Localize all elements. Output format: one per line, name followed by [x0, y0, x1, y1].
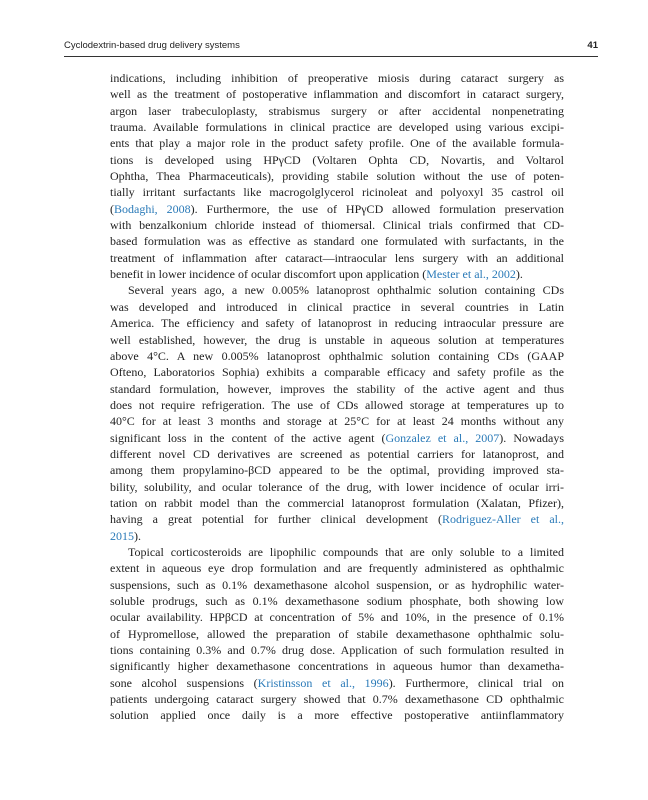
text-segment: ). Furthermore, clinical trial on — [388, 675, 564, 690]
text-segment: soluble prodrugs, such as 0.1% dexamethasone sodium phosphate, both showing low — [110, 594, 564, 608]
paragraph — [110, 70, 564, 282]
text-segment: America. The efficiency and safety of latanoprost in reducing intraocular pressure are — [110, 316, 564, 331]
text-line — [110, 332, 564, 348]
text-line — [110, 119, 564, 135]
text-segment: tation on rabbit model than the commercial latanoprost formulation (Xalatan, Pfizer), — [110, 495, 564, 510]
text-segment: patients undergoing cataract surgery showed that 0.7% dexamethasone CD ophthalmic — [110, 692, 564, 707]
text-segment: 40°C for at least 3 months and storage at 25°C for at least 24 months without any — [110, 414, 564, 429]
text-segment: suspensions, such as 0.1% dexamethasone alcohol suspension, or as hydrophilic water- — [110, 577, 564, 592]
text-line — [110, 86, 564, 102]
text-line — [110, 430, 564, 446]
running-header-title: Cyclodextrin-based drug delivery systems — [64, 40, 240, 51]
text-line — [110, 266, 564, 282]
text-segment: tions is developed using HPγCD (Voltaren Ophta CD, Novartis, and Voltarol — [110, 152, 564, 167]
text-segment: significantly higher dexamethasone concentrations in aqueous humor than dexametha- — [110, 659, 564, 674]
text-line — [110, 577, 564, 593]
text-line — [110, 152, 564, 168]
text-segment: different novel CD derivatives are screened as potential carriers for latanoprost, and — [110, 446, 564, 461]
text-line — [110, 446, 564, 462]
text-line — [110, 707, 564, 723]
running-header — [64, 40, 598, 54]
text-line — [110, 348, 564, 364]
text-line — [110, 70, 564, 86]
citation-link[interactable]: Bodaghi, 2008 — [114, 201, 191, 216]
text-segment: trauma. Available formulations in clinical practice are developed using various excipi- — [110, 120, 564, 135]
text-segment: tially irritant surfactants like macrogolglycerol ricinoleat and polyoxyl 35 castrol oil — [110, 185, 564, 200]
text-line — [110, 233, 564, 249]
citation-link[interactable]: Kristinsson et al., 1996 — [257, 675, 389, 690]
text-line — [110, 413, 564, 429]
text-segment: based formulation was as effective as standard one formulated with surfactants, in the — [110, 234, 564, 249]
text-line — [110, 250, 564, 266]
text-line — [110, 168, 564, 184]
text-segment: above 4°C. A new 0.005% latanoprost ophthalmic solution containing CDs (GAAP — [110, 348, 564, 363]
text-segment: ents that play a major role in the product safety profile. One of the available formula- — [110, 136, 564, 151]
text-segment: ). Furthermore, the use of HPγCD allowed formulation preservation — [190, 201, 564, 216]
paragraph — [110, 544, 564, 724]
text-segment: benefit in lower incidence of ocular discomfort upon application ( — [110, 267, 427, 282]
text-segment: bility, solubility, and ocular tolerance of the drug, with lower incidence of ocular irri- — [110, 479, 564, 494]
header-rule — [64, 56, 598, 57]
text-segment: indications, including inhibition of preoperative miosis during cataract surgery as — [110, 71, 564, 85]
text-segment: among them propylamino-βCD appeared to be the optimal, providing improved sta- — [110, 463, 564, 478]
text-segment: ocular availability. HPβCD at concentration of 5% and 10%, in the presence of 0.1% — [110, 610, 564, 625]
text-line — [110, 364, 564, 380]
text-line — [110, 381, 564, 397]
text-line — [110, 299, 564, 315]
text-line — [110, 658, 564, 674]
text-segment: treatment of inflammation after cataract—intraocular lens surgery with an additional — [110, 250, 564, 265]
text-segment: having a great potential for further clinical development ( — [110, 512, 443, 527]
text-line — [110, 593, 564, 609]
citation-link[interactable]: Gonzalez et al., 2007 — [385, 430, 500, 445]
body-text — [110, 70, 564, 724]
text-line — [110, 609, 564, 625]
text-segment: sone alcohol suspensions ( — [110, 675, 258, 690]
text-line — [110, 462, 564, 478]
text-segment: Ophtha, Thea Pharmaceuticals), providing stabile solution without the use of poten- — [110, 169, 564, 184]
page-number: 41 — [587, 40, 598, 51]
text-line — [110, 217, 564, 233]
text-line — [110, 675, 564, 691]
text-segment: ). — [515, 267, 523, 282]
text-segment: argon laser trabeculoplasty, strabismus surgery or after accidental nonpenetrating — [110, 103, 564, 118]
citation-link[interactable]: 2015 — [110, 528, 134, 543]
text-segment: Several years ago, a new 0.005% latanoprost ophthalmic solution containing CDs — [128, 283, 564, 298]
text-line — [110, 560, 564, 576]
text-line — [110, 642, 564, 658]
text-segment: ). Nowadays — [499, 430, 564, 445]
text-line — [110, 495, 564, 511]
text-line — [110, 315, 564, 331]
text-segment: solution applied once daily is a more effective postoperative antiinflammatory — [110, 708, 564, 723]
citation-link[interactable]: Rodriguez-Aller et al., — [442, 512, 565, 527]
text-segment: of Hypromellose, allowed the preparation of stabile dexamethasone ophthalmic solu- — [110, 626, 564, 641]
citation-link[interactable]: Mester et al., 2002 — [426, 267, 516, 282]
text-segment: ( — [110, 201, 114, 216]
text-line — [110, 103, 564, 119]
text-line — [110, 282, 564, 298]
text-line — [110, 528, 564, 544]
text-segment: ). — [134, 528, 141, 543]
text-segment: well established, however, the drug is unstable in aqueous solution at temperatures — [110, 332, 564, 347]
text-segment: Ofteno, Laboratorios Sophia) exhibits a comparable efficacy and safety profile as the — [110, 365, 564, 380]
text-segment: Topical corticosteroids are lipophilic compounds that are only soluble to a limited — [128, 544, 564, 559]
text-segment: well as the treatment of postoperative inflammation and discomfort in cataract surgery, — [110, 87, 564, 102]
text-line — [110, 544, 564, 560]
text-segment: was developed and introduced in clinical practice in several countries in Latin — [110, 299, 564, 314]
text-line — [110, 135, 564, 151]
paragraph — [110, 282, 564, 544]
text-line — [110, 201, 564, 217]
text-line — [110, 511, 564, 527]
text-segment: does not require refrigeration. The use of CDs allowed storage at temperatures up to — [110, 397, 564, 412]
text-segment: significant loss in the content of the active agent ( — [110, 430, 386, 445]
text-line — [110, 479, 564, 495]
text-line — [110, 626, 564, 642]
text-line — [110, 691, 564, 707]
text-segment: standard formulation, however, improves the stability of the active agent and thus — [110, 381, 564, 396]
text-segment: with benzalkonium chloride instead of thiomersal. Clinical trials confirmed that CD- — [110, 218, 564, 233]
text-line — [110, 184, 564, 200]
text-line — [110, 397, 564, 413]
text-segment: tions containing 0.3% and 0.7% drug dose. Application of such formulation resulted in — [110, 643, 564, 658]
text-segment: extent in aqueous eye drop formulation and are frequently administered as ophthalmic — [110, 561, 564, 576]
